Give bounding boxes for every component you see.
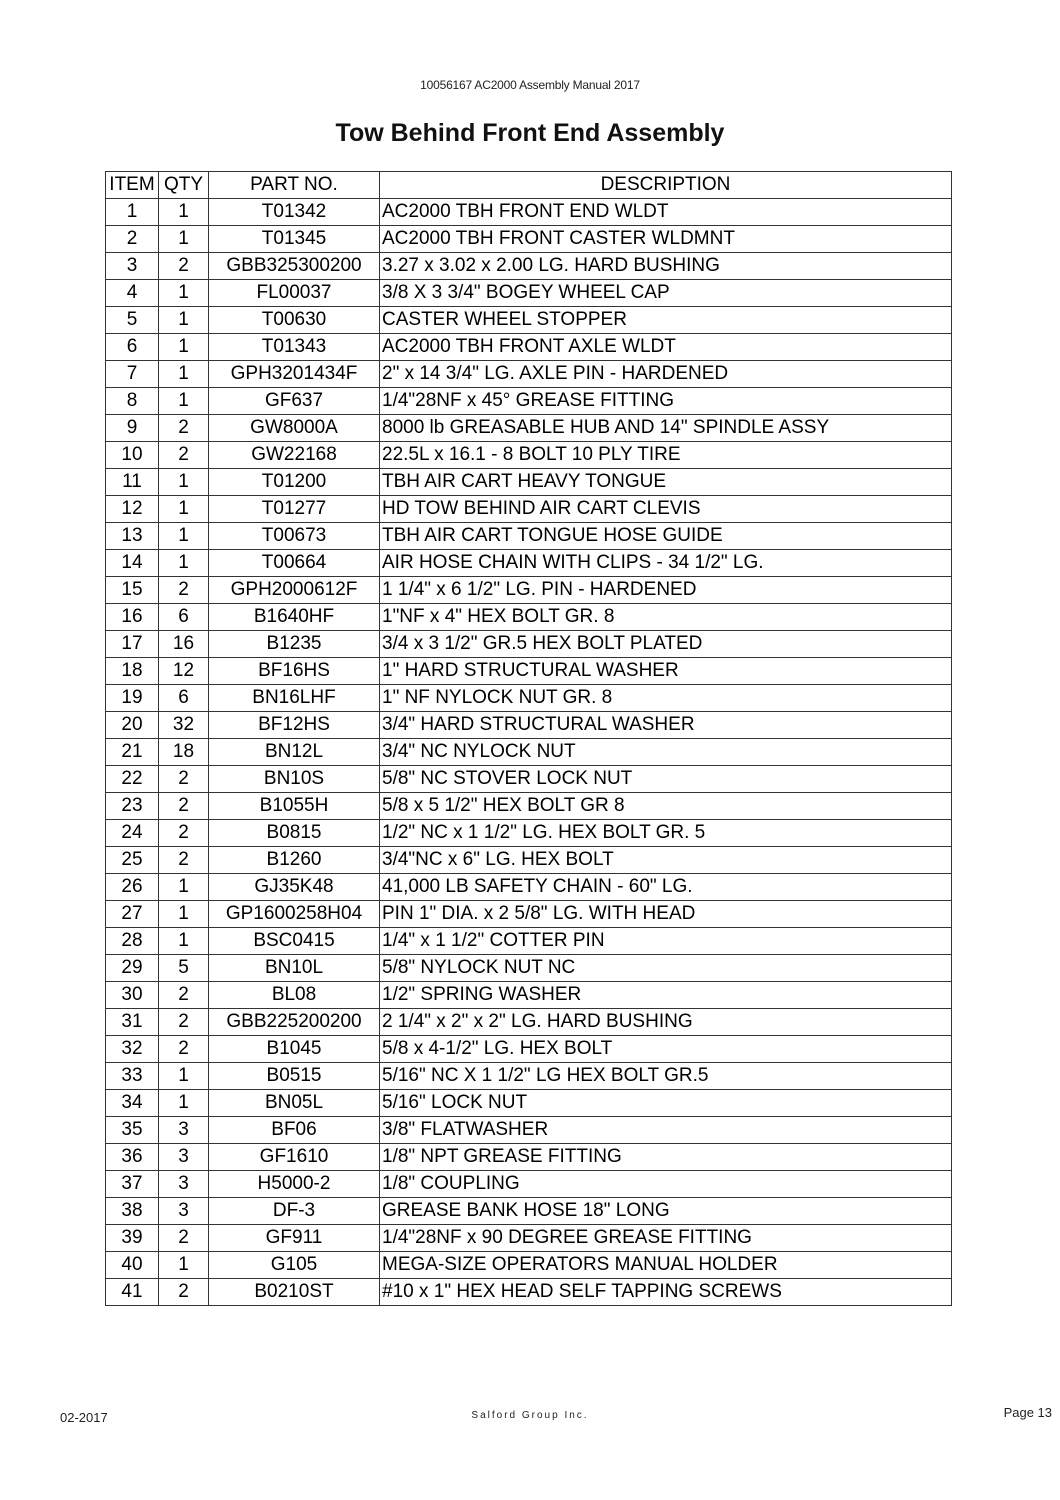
cell-part-no: B1640HF [209, 604, 380, 631]
cell-item: 28 [106, 928, 159, 955]
cell-description: 2" x 14 3/4" LG. AXLE PIN - HARDENED [380, 361, 952, 388]
table-row [106, 253, 952, 280]
cell-description: 1/8" COUPLING [380, 1171, 952, 1198]
cell-qty: 3 [159, 1144, 209, 1171]
cell-description: GREASE BANK HOSE 18" LONG [380, 1198, 952, 1225]
cell-part-no: H5000-2 [209, 1171, 380, 1198]
cell-qty: 2 [159, 847, 209, 874]
table-row [106, 1198, 952, 1225]
cell-part-no: GBB225200200 [209, 1009, 380, 1036]
table-row [106, 1036, 952, 1063]
cell-description: HD TOW BEHIND AIR CART CLEVIS [380, 496, 952, 523]
cell-item: 1 [106, 199, 159, 226]
cell-qty: 6 [159, 685, 209, 712]
cell-qty: 1 [159, 550, 209, 577]
cell-item: 10 [106, 442, 159, 469]
cell-description: #10 x 1" HEX HEAD SELF TAPPING SCREWS [380, 1279, 952, 1306]
table-row [106, 280, 952, 307]
cell-qty: 1 [159, 226, 209, 253]
cell-description: TBH AIR CART TONGUE HOSE GUIDE [380, 523, 952, 550]
cell-part-no: GPH2000612F [209, 577, 380, 604]
table-row [106, 388, 952, 415]
table-header-row [106, 172, 952, 199]
cell-description: 3/8" FLATWASHER [380, 1117, 952, 1144]
cell-item: 29 [106, 955, 159, 982]
cell-qty: 3 [159, 1198, 209, 1225]
cell-item: 27 [106, 901, 159, 928]
column-header-description: DESCRIPTION [380, 172, 952, 199]
table-row [106, 307, 952, 334]
cell-part-no: B0515 [209, 1063, 380, 1090]
cell-part-no: B1260 [209, 847, 380, 874]
table-row [106, 442, 952, 469]
cell-part-no: B0210ST [209, 1279, 380, 1306]
cell-part-no: FL00037 [209, 280, 380, 307]
page-title: Tow Behind Front End Assembly [335, 119, 725, 147]
cell-description: CASTER WHEEL STOPPER [380, 307, 952, 334]
table-row [106, 982, 952, 1009]
table-row [106, 523, 952, 550]
cell-item: 18 [106, 658, 159, 685]
cell-item: 34 [106, 1090, 159, 1117]
cell-part-no: BN05L [209, 1090, 380, 1117]
cell-description: 5/8 x 5 1/2" HEX BOLT GR 8 [380, 793, 952, 820]
cell-qty: 2 [159, 982, 209, 1009]
cell-part-no: BN12L [209, 739, 380, 766]
column-header-item: ITEM [106, 172, 159, 199]
cell-part-no: BF12HS [209, 712, 380, 739]
cell-qty: 1 [159, 874, 209, 901]
cell-part-no: BL08 [209, 982, 380, 1009]
cell-qty: 18 [159, 739, 209, 766]
cell-qty: 32 [159, 712, 209, 739]
table-row [106, 1252, 952, 1279]
cell-item: 6 [106, 334, 159, 361]
table-row [106, 901, 952, 928]
cell-qty: 2 [159, 253, 209, 280]
cell-item: 11 [106, 469, 159, 496]
cell-qty: 1 [159, 496, 209, 523]
cell-item: 9 [106, 415, 159, 442]
table-row [106, 631, 952, 658]
cell-item: 20 [106, 712, 159, 739]
cell-item: 2 [106, 226, 159, 253]
cell-description: 3/4" HARD STRUCTURAL WASHER [380, 712, 952, 739]
cell-description: 3.27 x 3.02 x 2.00 LG. HARD BUSHING [380, 253, 952, 280]
parts-table-body [106, 199, 952, 1306]
cell-description: 1 1/4" x 6 1/2" LG. PIN - HARDENED [380, 577, 952, 604]
cell-description: AC2000 TBH FRONT END WLDT [380, 199, 952, 226]
table-row [106, 874, 952, 901]
cell-part-no: T01277 [209, 496, 380, 523]
cell-item: 39 [106, 1225, 159, 1252]
cell-item: 23 [106, 793, 159, 820]
cell-description: 1" HARD STRUCTURAL WASHER [380, 658, 952, 685]
cell-part-no: GW22168 [209, 442, 380, 469]
table-row [106, 847, 952, 874]
cell-qty: 1 [159, 928, 209, 955]
cell-item: 19 [106, 685, 159, 712]
cell-description: MEGA-SIZE OPERATORS MANUAL HOLDER [380, 1252, 952, 1279]
cell-description: 1/4"28NF x 90 DEGREE GREASE FITTING [380, 1225, 952, 1252]
cell-description: 5/16" LOCK NUT [380, 1090, 952, 1117]
cell-description: 3/4"NC x 6" LG. HEX BOLT [380, 847, 952, 874]
cell-part-no: BN16LHF [209, 685, 380, 712]
cell-description: 8000 lb GREASABLE HUB AND 14" SPINDLE ASSY [380, 415, 952, 442]
footer-date: 02-2017 [60, 1410, 108, 1425]
cell-description: TBH AIR CART HEAVY TONGUE [380, 469, 952, 496]
table-row [106, 1225, 952, 1252]
cell-item: 12 [106, 496, 159, 523]
cell-item: 38 [106, 1198, 159, 1225]
table-row [106, 928, 952, 955]
cell-item: 7 [106, 361, 159, 388]
cell-item: 24 [106, 820, 159, 847]
table-row [106, 658, 952, 685]
table-row [106, 685, 952, 712]
cell-part-no: T00673 [209, 523, 380, 550]
table-row [106, 1090, 952, 1117]
cell-item: 30 [106, 982, 159, 1009]
cell-description: PIN 1" DIA. x 2 5/8" LG. WITH HEAD [380, 901, 952, 928]
cell-part-no: B1055H [209, 793, 380, 820]
table-row [106, 955, 952, 982]
column-header-part-no: PART NO. [209, 172, 380, 199]
cell-description: 1/4" x 1 1/2" COTTER PIN [380, 928, 952, 955]
table-row [106, 604, 952, 631]
cell-qty: 2 [159, 1225, 209, 1252]
table-row [106, 226, 952, 253]
table-row [106, 1063, 952, 1090]
cell-part-no: GP1600258H04 [209, 901, 380, 928]
cell-description: AIR HOSE CHAIN WITH CLIPS - 34 1/2" LG. [380, 550, 952, 577]
cell-description: 22.5L x 16.1 - 8 BOLT 10 PLY TIRE [380, 442, 952, 469]
table-row [106, 793, 952, 820]
cell-qty: 1 [159, 307, 209, 334]
cell-qty: 1 [159, 523, 209, 550]
cell-description: 2 1/4" x 2" x 2" LG. HARD BUSHING [380, 1009, 952, 1036]
cell-part-no: T01343 [209, 334, 380, 361]
cell-part-no: T00664 [209, 550, 380, 577]
cell-qty: 1 [159, 334, 209, 361]
table-row [106, 334, 952, 361]
cell-item: 36 [106, 1144, 159, 1171]
cell-item: 3 [106, 253, 159, 280]
cell-qty: 2 [159, 577, 209, 604]
cell-part-no: GF911 [209, 1225, 380, 1252]
table-row [106, 766, 952, 793]
cell-qty: 3 [159, 1117, 209, 1144]
cell-qty: 2 [159, 1009, 209, 1036]
cell-item: 40 [106, 1252, 159, 1279]
table-row [106, 361, 952, 388]
column-header-qty: QTY [159, 172, 209, 199]
cell-part-no: GF1610 [209, 1144, 380, 1171]
cell-description: 5/8 x 4-1/2" LG. HEX BOLT [380, 1036, 952, 1063]
table-row [106, 577, 952, 604]
cell-description: 1/8" NPT GREASE FITTING [380, 1144, 952, 1171]
cell-item: 17 [106, 631, 159, 658]
cell-description: 5/16" NC X 1 1/2" LG HEX BOLT GR.5 [380, 1063, 952, 1090]
parts-table [105, 171, 952, 1306]
cell-item: 32 [106, 1036, 159, 1063]
cell-qty: 1 [159, 901, 209, 928]
cell-part-no: G105 [209, 1252, 380, 1279]
table-row [106, 712, 952, 739]
cell-part-no: GPH3201434F [209, 361, 380, 388]
cell-part-no: B1045 [209, 1036, 380, 1063]
table-row [106, 1117, 952, 1144]
cell-part-no: BF06 [209, 1117, 380, 1144]
table-row [106, 1009, 952, 1036]
cell-item: 8 [106, 388, 159, 415]
footer-company: Salford Group Inc. [471, 1410, 589, 1421]
cell-part-no: T01342 [209, 199, 380, 226]
cell-qty: 6 [159, 604, 209, 631]
cell-item: 13 [106, 523, 159, 550]
cell-item: 31 [106, 1009, 159, 1036]
cell-description: 3/4" NC NYLOCK NUT [380, 739, 952, 766]
table-row [106, 469, 952, 496]
cell-qty: 2 [159, 766, 209, 793]
table-row [106, 1279, 952, 1306]
cell-description: 1" NF NYLOCK NUT GR. 8 [380, 685, 952, 712]
cell-item: 22 [106, 766, 159, 793]
cell-description: 41,000 LB SAFETY CHAIN - 60" LG. [380, 874, 952, 901]
cell-description: AC2000 TBH FRONT CASTER WLDMNT [380, 226, 952, 253]
cell-item: 41 [106, 1279, 159, 1306]
cell-part-no: BN10L [209, 955, 380, 982]
cell-qty: 5 [159, 955, 209, 982]
cell-description: 1/4"28NF x 45° GREASE FITTING [380, 388, 952, 415]
cell-description: 1/2" SPRING WASHER [380, 982, 952, 1009]
cell-item: 4 [106, 280, 159, 307]
cell-item: 35 [106, 1117, 159, 1144]
cell-qty: 1 [159, 280, 209, 307]
table-row [106, 199, 952, 226]
cell-part-no: DF-3 [209, 1198, 380, 1225]
cell-qty: 1 [159, 1063, 209, 1090]
cell-item: 33 [106, 1063, 159, 1090]
footer-page-number: Page 13 [1003, 1405, 1052, 1420]
cell-qty: 2 [159, 1036, 209, 1063]
table-row [106, 1144, 952, 1171]
cell-item: 14 [106, 550, 159, 577]
table-row [106, 550, 952, 577]
cell-description: 1/2" NC x 1 1/2" LG. HEX BOLT GR. 5 [380, 820, 952, 847]
cell-part-no: T01345 [209, 226, 380, 253]
cell-description: AC2000 TBH FRONT AXLE WLDT [380, 334, 952, 361]
cell-part-no: GBB325300200 [209, 253, 380, 280]
cell-item: 15 [106, 577, 159, 604]
cell-item: 16 [106, 604, 159, 631]
cell-item: 5 [106, 307, 159, 334]
table-row [106, 820, 952, 847]
cell-description: 5/8" NC STOVER LOCK NUT [380, 766, 952, 793]
cell-part-no: BN10S [209, 766, 380, 793]
cell-description: 3/8 X 3 3/4" BOGEY WHEEL CAP [380, 280, 952, 307]
cell-qty: 1 [159, 1252, 209, 1279]
cell-part-no: T01200 [209, 469, 380, 496]
cell-qty: 16 [159, 631, 209, 658]
cell-description: 1"NF x 4" HEX BOLT GR. 8 [380, 604, 952, 631]
cell-item: 37 [106, 1171, 159, 1198]
cell-item: 26 [106, 874, 159, 901]
cell-qty: 2 [159, 793, 209, 820]
cell-qty: 12 [159, 658, 209, 685]
cell-part-no: B0815 [209, 820, 380, 847]
cell-qty: 2 [159, 442, 209, 469]
table-row [106, 739, 952, 766]
cell-qty: 3 [159, 1171, 209, 1198]
table-row [106, 1171, 952, 1198]
cell-qty: 1 [159, 1090, 209, 1117]
table-row [106, 415, 952, 442]
cell-part-no: T00630 [209, 307, 380, 334]
table-row [106, 496, 952, 523]
cell-qty: 1 [159, 199, 209, 226]
cell-part-no: GF637 [209, 388, 380, 415]
cell-qty: 2 [159, 1279, 209, 1306]
cell-qty: 1 [159, 388, 209, 415]
cell-qty: 2 [159, 415, 209, 442]
cell-part-no: GW8000A [209, 415, 380, 442]
cell-part-no: BSC0415 [209, 928, 380, 955]
cell-part-no: GJ35K48 [209, 874, 380, 901]
cell-qty: 1 [159, 361, 209, 388]
cell-part-no: BF16HS [209, 658, 380, 685]
cell-qty: 2 [159, 820, 209, 847]
document-reference: 10056167 AC2000 Assembly Manual 2017 [420, 78, 640, 92]
cell-item: 25 [106, 847, 159, 874]
cell-description: 5/8" NYLOCK NUT NC [380, 955, 952, 982]
cell-item: 21 [106, 739, 159, 766]
cell-description: 3/4 x 3 1/2" GR.5 HEX BOLT PLATED [380, 631, 952, 658]
cell-part-no: B1235 [209, 631, 380, 658]
cell-qty: 1 [159, 469, 209, 496]
